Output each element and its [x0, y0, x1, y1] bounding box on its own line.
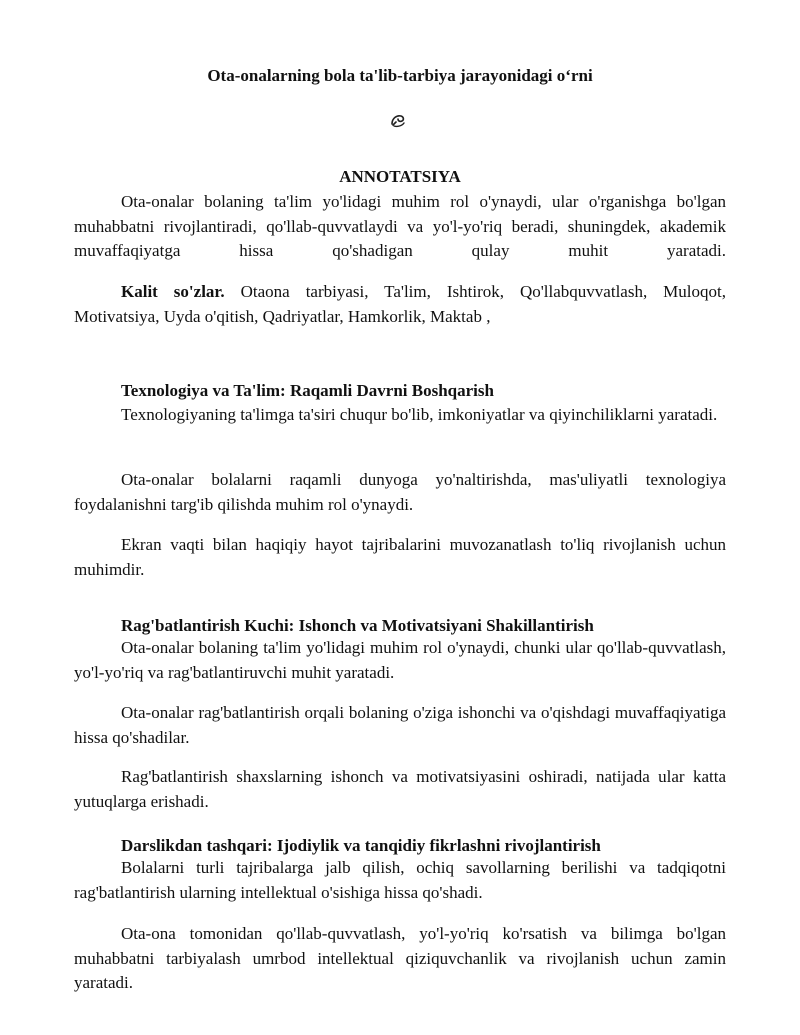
section-paragraph: Bolalarni turli tajribalarga jalb qilish, ochiq savollarning berilishi va tadqiqotni rag'batlantirish ularning intellektual o'sishiga hissa qo'shadi.	[74, 858, 726, 902]
section-heading: Texnologiya va Ta'lim: Raqamli Davrni Boshqarish	[121, 381, 494, 400]
section-paragraph: Ekran vaqti bilan haqiqiy hayot tajribalarini muvozanatlash to'liq rivojlanish uchun muhimdir.	[74, 535, 726, 579]
section-paragraph: Ota-onalar bolaning ta'lim yo'lidagi muhim rol o'ynaydi, chunki ular qo'llab-quvvatlash, yo'l-yo'riq va rag'batlantiruvchi muhit yaratadi.	[74, 638, 726, 682]
section-heading: Darslikdan tashqari: Ijodiylik va tanqidiy fikrlashni rivojlantirish	[121, 836, 601, 855]
section-heading: Rag'batlantirish Kuchi: Ishonch va Motivatsiyani Shakillantirish	[121, 616, 594, 635]
section-paragraph: Rag'batlantirish shaxslarning ishonch va motivatsiyasini oshiradi, natijada ular katta yutuqlarga erishadi.	[74, 767, 726, 811]
ornament-glyph-icon	[388, 111, 408, 131]
keywords-text: Otaona tarbiyasi, Ta'lim, Ishtirok, Qo'llabquvvatlash, Muloqot, Motivatsiya, Uyda o'qitish, Qadriyatlar, Hamkorlik, Maktab ,	[74, 282, 726, 326]
section-paragraph: Ota-onalar bolalarni raqamli dunyoga yo'naltirishda, mas'uliyatli texnologiya foydalanishni targ'ib qilishda muhim rol o'ynaydi.	[74, 470, 726, 514]
annotation-heading: ANNOTATSIYA	[339, 167, 461, 186]
annotation-paragraph: Ota-onalar bolaning ta'lim yo'lidagi muhim rol o'ynaydi, ular o'rganishga bo'lgan muhabbatni rivojlantiradi, qo'llab-quvvatlaydi va yo'l-yo'riq beradi, shuningdek, akademik muvaffaqiyatga hissa qo'shadigan qulay muhit yaratadi.	[74, 192, 726, 260]
section-paragraph: Ota-ona tomonidan qo'llab-quvvatlash, yo'l-yo'riq ko'rsatish va bilimga bo'lgan muhabbatni tarbiyalash umrbod intellektual qiziquvchanlik va rivojlanish uchun zamin yaratadi.	[74, 924, 726, 992]
keywords-paragraph	[74, 280, 726, 329]
section-paragraph: Texnologiyaning ta'limga ta'siri chuqur bo'lib, imkoniyatlar va qiyinchiliklarni yaratadi.	[121, 405, 718, 424]
document-title: Ota-onalarning bola ta'lib-tarbiya jarayonidagi o‘rni	[207, 66, 593, 85]
section-paragraph: Ota-onalar rag'batlantirish orqali bolaning o'ziga ishonchi va o'qishdagi muvaffaqiyatiga hissa qo'shadilar.	[74, 703, 726, 747]
keywords-label: Kalit so'zlar.	[121, 282, 225, 301]
